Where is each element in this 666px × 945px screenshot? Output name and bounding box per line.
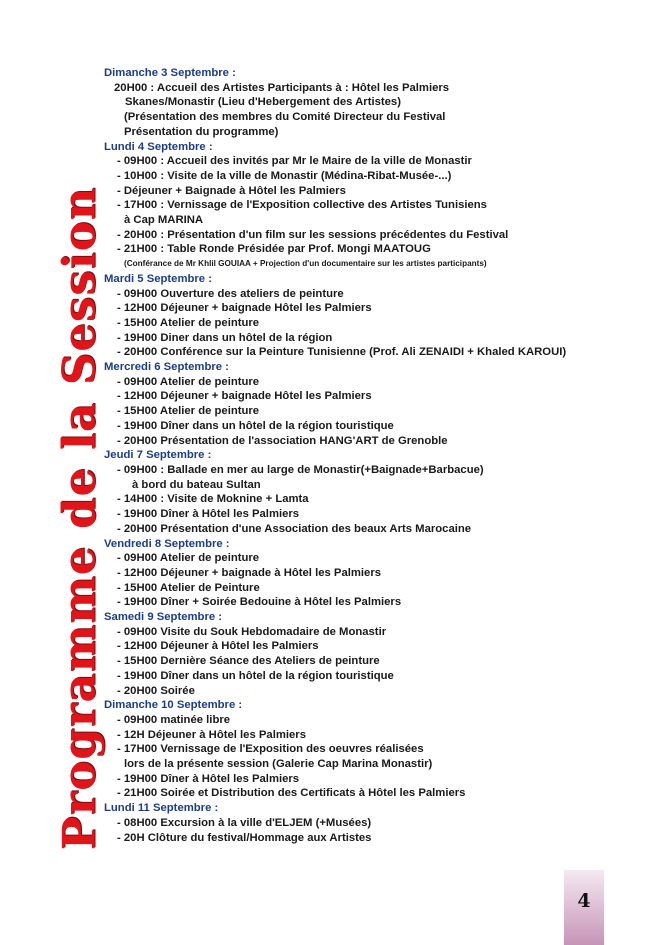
schedule-item: - 20H Clôture du festival/Hommage aux Artistes — [117, 831, 372, 844]
schedule-item: - 15H00 Dernière Séance des Ateliers de peinture — [117, 655, 380, 668]
schedule-item: - 17H00 : Vernissage de l'Exposition collective des Artistes Tunisiens — [117, 199, 487, 212]
schedule-item: - 21H00 : Table Ronde Présidée par Prof. Mongi MAATOUG — [117, 243, 431, 256]
schedule-item: - 12H00 Déjeuner à Hôtel les Palmiers — [117, 640, 319, 653]
schedule-item: lors de la présente session (Galerie Cap Marina Monastir) — [124, 758, 433, 771]
schedule-item: - 19H00 Dîner à Hôtel les Palmiers — [117, 772, 300, 785]
schedule-item: - 15H00 Atelier de peinture — [117, 405, 260, 418]
schedule-item: (Présentation des membres du Comité Directeur du Festival — [124, 111, 446, 124]
day-heading: Samedi 9 Septembre : — [104, 611, 223, 624]
day-heading: Dimanche 10 Septembre : — [104, 699, 243, 712]
schedule-item: à Cap MARINA — [124, 214, 204, 227]
day-heading: Lundi 11 Septembre : — [104, 802, 219, 815]
schedule-note: (Conférance de Mr Khlil GOUIAA + Projection d'un documentaire sur les artistes participants) — [124, 259, 487, 269]
schedule-item: Présentation du programme) — [124, 125, 279, 138]
schedule-item: - 09H00 Ouverture des ateliers de peinture — [117, 287, 344, 300]
schedule-item: - 20H00 Soirée — [117, 684, 195, 697]
side-title-text: Programme de la Session — [52, 186, 106, 850]
schedule-item: - 17H00 Vernissage de l'Exposition des oeuvres réalisées — [117, 743, 424, 756]
day-heading: Mardi 5 Septembre : — [104, 272, 212, 285]
schedule-item: - 09H00 Atelier de peinture — [117, 375, 260, 388]
day-heading: Jeudi 7 Septembre : — [104, 449, 212, 462]
day-heading: Dimanche 3 Septembre : — [104, 67, 236, 79]
day-heading: Mercredi 6 Septembre : — [104, 361, 229, 374]
side-title — [52, 186, 106, 850]
schedule-item: - 09H00 : Accueil des invités par Mr le Maire de la ville de Monastir — [117, 155, 472, 168]
day-heading: Vendredi 8 Septembre : — [104, 537, 230, 550]
schedule-item: - 19H00 Dîner + Soirée Bedouine à Hôtel les Palmiers — [117, 596, 402, 609]
page-number-tab — [564, 870, 604, 945]
schedule-item: - 09H00 Atelier de peinture — [117, 552, 260, 565]
schedule-item: 20H00 : Accueil des Artistes Participants à : Hôtel les Palmiers — [114, 81, 450, 94]
schedule-item: - 12H00 Déjeuner + baignade Hôtel les Palmiers — [117, 302, 372, 315]
schedule-item: - 20H00 Conférence sur la Peinture Tunisienne (Prof. Ali ZENAIDI + Khaled KAROUI) — [117, 346, 567, 359]
schedule-item: - 09H00 Visite du Souk Hebdomadaire de Monastir — [117, 625, 387, 638]
schedule-item: - 20H00 Présentation d'une Association des beaux Arts Marocaine — [117, 522, 472, 535]
schedule-item: - 19H00 Dîner dans un hôtel de la région touristique — [117, 419, 394, 432]
schedule-item: - 10H00 : Visite de la ville de Monastir (Médina-Ribat-Musée-...) — [117, 169, 452, 182]
schedule-item: - 20H00 Présentation de l'association HANG'ART de Grenoble — [117, 434, 448, 447]
day-heading: Lundi 4 Septembre : — [104, 140, 213, 153]
schedule-item: - 19H00 Dîner dans un hôtel de la région touristique — [117, 669, 394, 682]
page-number: 4 — [577, 890, 591, 912]
schedule-item: - 19H00 Diner dans un hôtel de la région — [117, 331, 333, 344]
schedule-item: - 19H00 Dîner à Hôtel les Palmiers — [117, 508, 300, 521]
schedule-item: - 21H00 Soirée et Distribution des Certificats à Hôtel les Palmiers — [117, 787, 466, 800]
schedule-item: - 15H00 Atelier de peinture — [117, 316, 260, 329]
schedule-item: - 09H00 matinée libre — [117, 713, 231, 726]
schedule-item: - 12H Déjeuner à Hôtel les Palmiers — [117, 728, 306, 741]
schedule-item: - 20H00 : Présentation d'un film sur les sessions précédentes du Festival — [117, 228, 509, 241]
program-schedule — [104, 66, 574, 845]
schedule-item: - 12H00 Déjeuner + baignade Hôtel les Palmiers — [117, 390, 372, 403]
schedule-item: - 15H00 Atelier de Peinture — [117, 581, 260, 594]
schedule-item: - 14H00 : Visite de Moknine + Lamta — [117, 493, 309, 506]
schedule-item: - 12H00 Déjeuner + baignade à Hôtel les Palmiers — [117, 566, 382, 579]
schedule-item: à bord du bateau Sultan — [132, 478, 261, 491]
schedule-item: - Déjeuner + Baignade à Hôtel les Palmiers — [117, 184, 346, 197]
schedule-item: - 08H00 Excursion à la ville d'ELJEM (+Musées) — [117, 816, 372, 829]
schedule-item: Skanes/Monastir (Lieu d'Hebergement des Artistes) — [125, 96, 401, 109]
schedule-item: - 09H00 : Ballade en mer au large de Monastir(+Baignade+Barbacue) — [117, 463, 484, 476]
